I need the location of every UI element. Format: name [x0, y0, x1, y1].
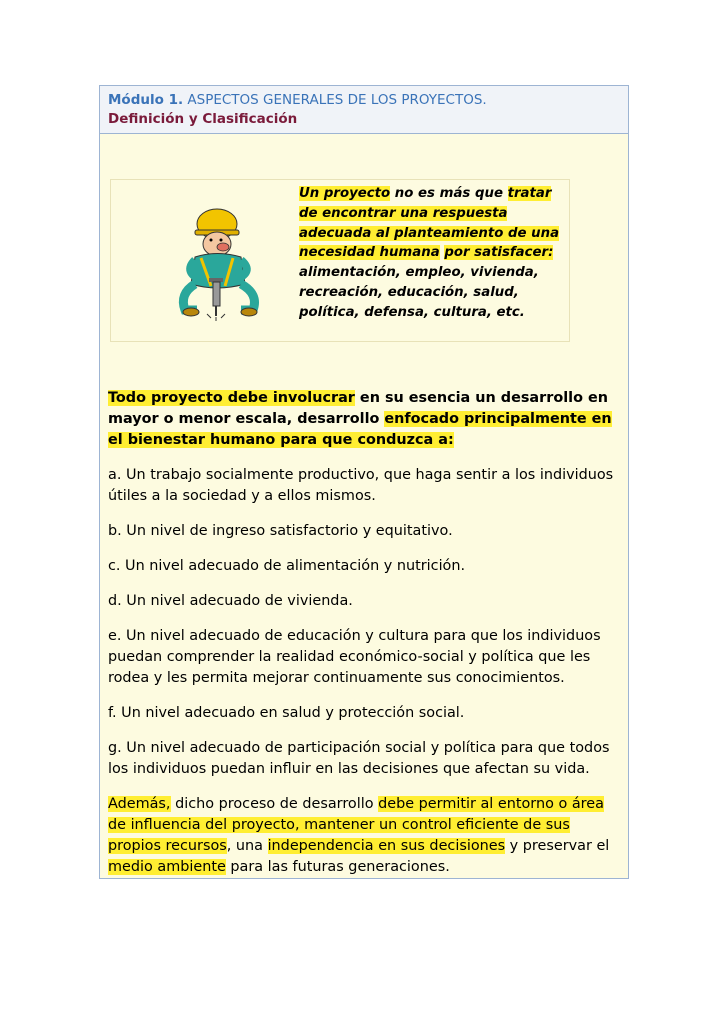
closing-highlight: independencia en sus decisiones	[267, 838, 506, 854]
list-item: b. Un nivel de ingreso satisfactorio y equitativo.	[108, 523, 453, 539]
module-subtitle: Definición y Clasificación	[108, 111, 298, 127]
closing-paragraph	[108, 794, 624, 878]
lead-highlight: Todo proyecto debe involucrar	[108, 390, 355, 406]
closing-text: , una	[226, 838, 268, 854]
construction-worker-jackhammer-icon	[171, 202, 271, 322]
lead-text: en su esencia un desarrollo en mayor o menor escala, desarrollo	[108, 390, 608, 427]
quote-text: alimentación, empleo, vivienda, recreación, educación, salud, política, defensa, cultura, etc.	[299, 265, 539, 320]
quote-highlight: Un proyecto	[299, 186, 391, 201]
closing-highlight: debe permitir al entorno o área de influencia del proyecto, mantener un control eficiente de sus propios recursos	[108, 796, 604, 854]
body-text	[108, 388, 624, 892]
list-item: a. Un trabajo socialmente productivo, que haga sentir a los individuos útiles a la sociedad y a ellos mismos.	[108, 467, 614, 504]
module-title-text: ASPECTOS GENERALES DE LOS PROYECTOS.	[183, 92, 487, 108]
module-label: Módulo 1.	[108, 92, 184, 108]
definition-box	[110, 179, 570, 342]
lead-paragraph	[108, 388, 624, 451]
list-item: d. Un nivel adecuado de vivienda.	[108, 593, 353, 609]
module-title	[108, 91, 620, 110]
closing-highlight: medio ambiente	[108, 859, 226, 875]
quote-highlight: tratar de encontrar una respuesta adecuada al planteamiento de una necesidad humana	[299, 186, 560, 261]
quote-text: no es más que	[390, 186, 508, 201]
module-header	[100, 86, 628, 134]
closing-text: para las futuras generaciones.	[225, 859, 450, 875]
list-item: c. Un nivel adecuado de alimentación y nutrición.	[108, 558, 466, 574]
closing-text: dicho proceso de desarrollo	[170, 796, 379, 812]
list-item: f. Un nivel adecuado en salud y protección social.	[108, 705, 465, 721]
closing-text: y preservar el	[505, 838, 610, 854]
lead-highlight: enfocado principalmente en el bienestar humano para que conduzca a:	[108, 411, 612, 448]
quote-highlight: por satisfacer:	[444, 245, 554, 261]
list-item: e. Un nivel adecuado de educación y cultura para que los individuos puedan comprender la realidad económico-social y política que les rodea y les permita mejorar continuamente sus conocimientos.	[108, 628, 601, 686]
content-frame	[99, 85, 629, 879]
list-item: g. Un nivel adecuado de participación social y política para que todos los individuos puedan influir en las decisiones que afectan su vida.	[108, 740, 610, 777]
closing-highlight: Además,	[108, 796, 171, 812]
definition-quote	[299, 184, 561, 323]
